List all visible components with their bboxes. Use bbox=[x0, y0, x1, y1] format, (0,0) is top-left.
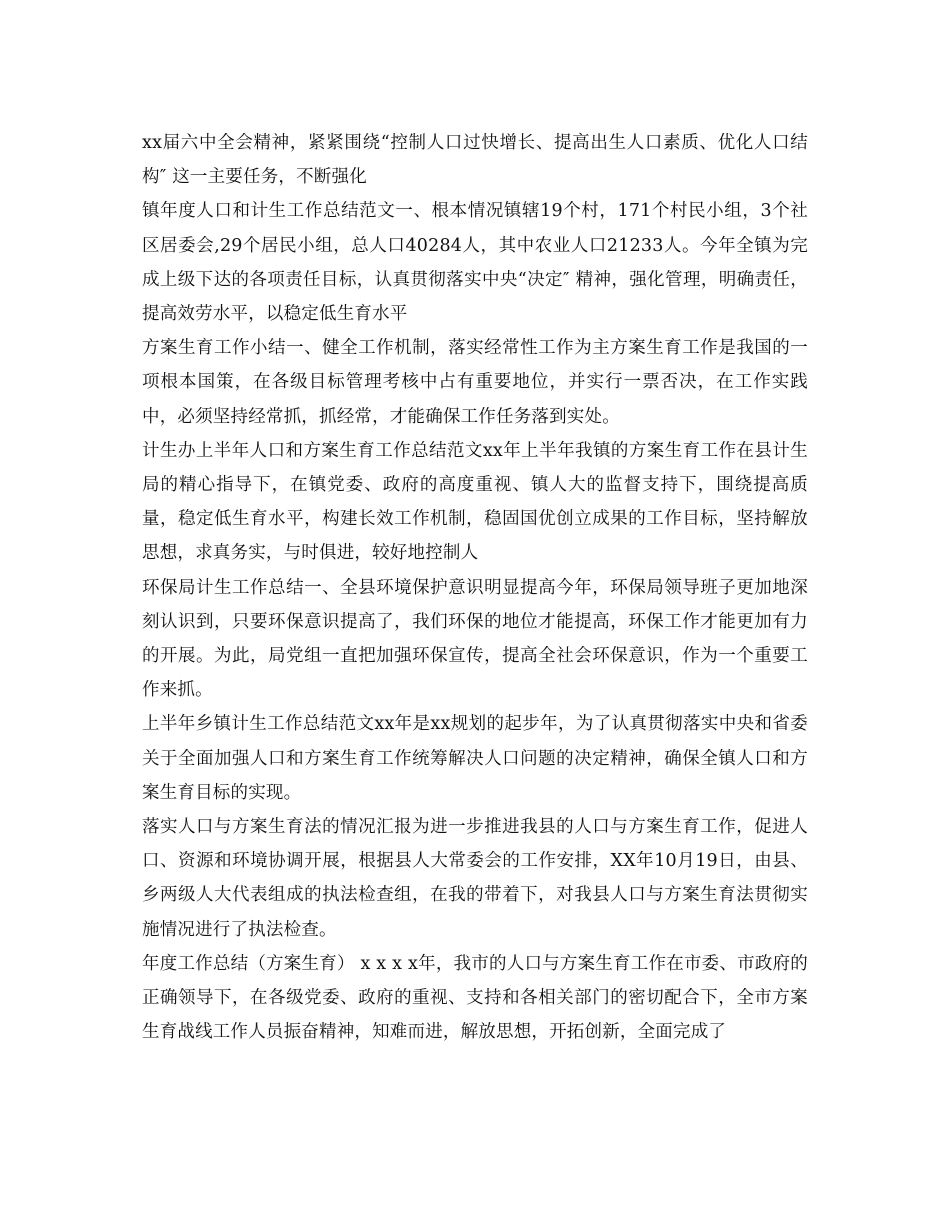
document-body bbox=[142, 126, 808, 1049]
paragraph-3: 方案生育工作小结一、健全工作机制，落实经常性工作为主方案生育工作是我国的一项根本国策，在各级目标管理考核中占有重要地位，并实行一票否决，在工作实践中，必须坚持经常抓，抓经常，才能确保工作任务落到实处。 bbox=[142, 338, 808, 427]
paragraph-4: 计生办上半年人口和方案生育工作总结范文xx年上半年我镇的方案生育工作在县计生局的精心指导下，在镇党委、政府的高度重视、镇人大的监督支持下，围绕提高质量，稳定低生育水平，构建长效工作机制，稳固国优创立成果的工作目标，坚持解放思想，求真务实，与时俱进，较好地控制人 bbox=[142, 440, 808, 564]
paragraph-8: 年度工作总结（方案生育） x x x x年，我市的人口与方案生育工作在市委、市政府的正确领导下，在各级党委、政府的重视、支持和各相关部门的密切配合下，全市方案生育战线工作人员振奋精神，知难而进，解放思想，开拓创新，全面完成了 bbox=[142, 953, 808, 1043]
paragraph-2: 镇年度人口和计生工作总结范文一、根本情况镇辖19个村，171个村民小组，3个社区居委会,29个居民小组，总人口40284人，其中农业人口21233人。今年全镇为完成上级下达的各项责任目标，认真贯彻落实中央“决定″ 精神，强化管理，明确责任，提高效劳水平，以稳定低生育水平 bbox=[142, 201, 808, 325]
paragraph-5: 环保局计生工作总结一、全县环境保护意识明显提高今年，环保局领导班子更加地深刻认识到，只要环保意识提高了，我们环保的地位才能提高，环保工作才能更加有力的开展。为此，局党组一直把加强环保宣传，提高全社会环保意识，作为一个重要工作来抓。 bbox=[142, 577, 808, 701]
paragraph-7: 落实人口与方案生育法的情况汇报为进一步推进我县的人口与方案生育工作，促进人口、资源和环境协调开展，根据县人大常委会的工作安排，XX年10月19日，由县、乡两级人大代表组成的执法检查组，在我的带着下，对我县人口与方案生育法贯彻实施情况进行了执法检查。 bbox=[142, 817, 808, 940]
paragraph-1: xx届六中全会精神，紧紧围绕“控制人口过快增长、提高出生人口素质、优化人口结构″ 这一主要任务，不断强化 bbox=[142, 133, 808, 188]
paragraph-6: 上半年乡镇计生工作总结范文xx年是xx规划的起步年，为了认真贯彻落实中央和省委关于全面加强人口和方案生育工作统筹解决人口问题的决定精神，确保全镇人口和方案生育目标的实现。 bbox=[142, 714, 808, 803]
